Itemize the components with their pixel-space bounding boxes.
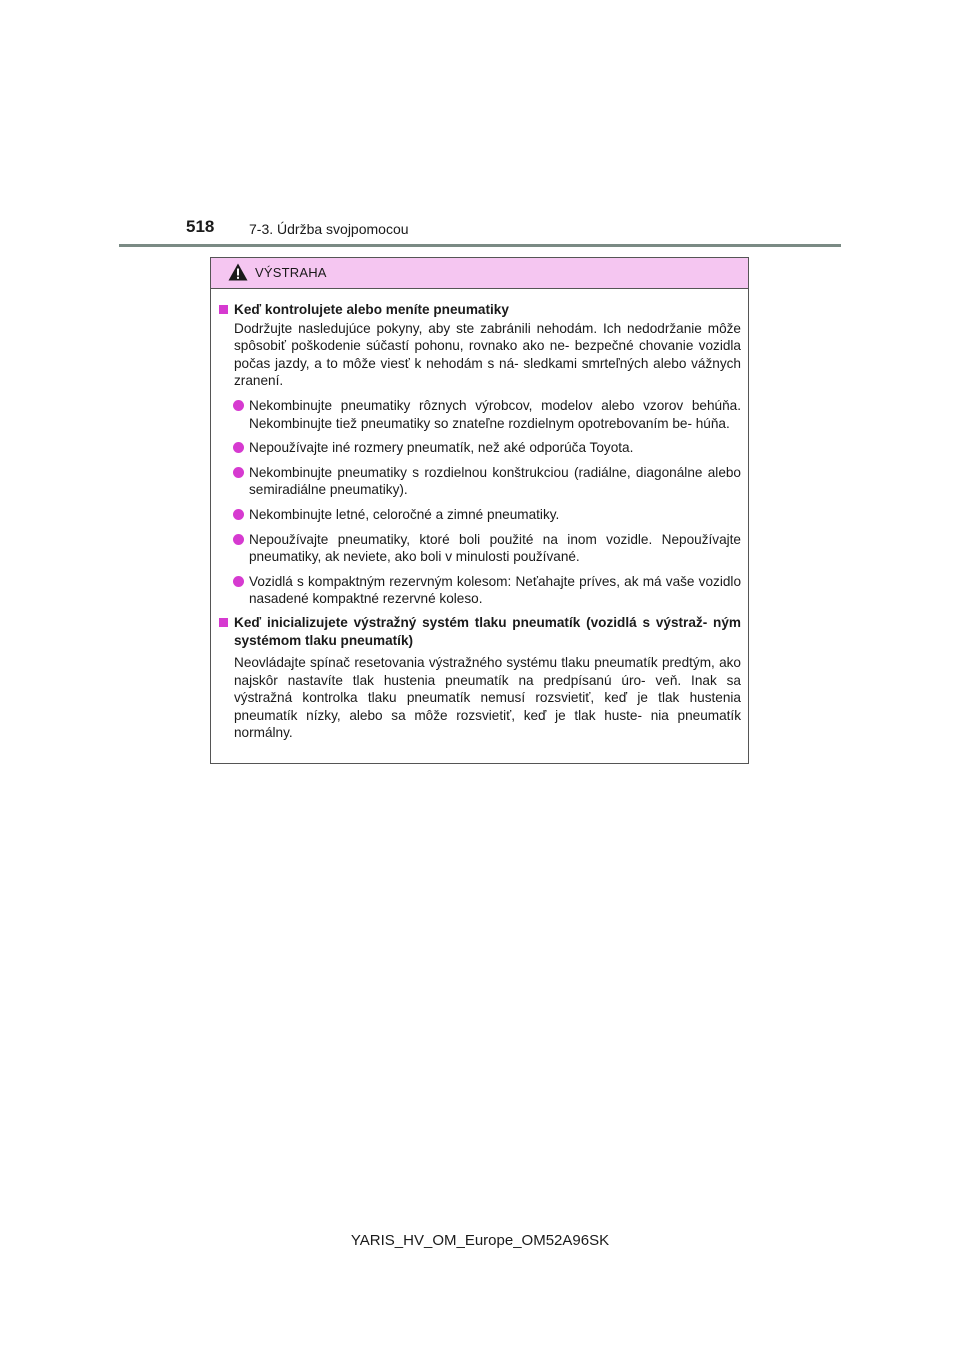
round-bullet-icon xyxy=(233,534,244,545)
warning-triangle-icon xyxy=(228,263,248,281)
list-item-text: Nepoužívajte pneumatiky, ktoré boli použité na inom vozidle. Nepoužívajte pneumatiky, ak neviete, ako boli v minulosti používané. xyxy=(249,531,741,565)
list-item-text: Nekombinujte pneumatiky rôznych výrobcov, modelov alebo vzorov behúňa. Nekombinujte tiež pneumatiky so znateľne rozdielnym opotrebovaním be- húňa. xyxy=(249,397,741,431)
section-heading-text: Keď kontrolujete alebo meníte pneumatiky xyxy=(234,302,509,317)
section-heading xyxy=(218,301,741,319)
square-bullet-icon xyxy=(219,618,228,627)
warning-label: VÝSTRAHA xyxy=(255,265,327,280)
section-paragraph: Dodržujte nasledujúce pokyny, aby ste zabránili nehodám. Ich nedodržanie môže spôsobiť poškodenie súčastí pohonu, rovnako ako ne- bezpečné chovanie vozidla počas jazdy, a to môže viesť k nehodám s ná- sledkami smrteľných alebo vážnych zranení. xyxy=(234,320,741,389)
header-rule xyxy=(119,244,841,247)
warning-header xyxy=(211,258,748,289)
list-item xyxy=(218,573,741,608)
warning-box xyxy=(210,257,749,764)
round-bullet-icon xyxy=(233,442,244,453)
list-item-text: Vozidlá s kompaktným rezervným kolesom: Neťahajte príves, ak má vaše vozidlo nasadené kompaktné rezervné koleso. xyxy=(249,573,741,607)
list-item xyxy=(218,439,741,457)
list-item-text: Nekombinujte pneumatiky s rozdielnou konštrukciou (radiálne, diagonálne alebo semiradiálne pneumatiky). xyxy=(249,464,741,498)
list-item xyxy=(218,464,741,499)
page-header xyxy=(0,0,960,250)
round-bullet-icon xyxy=(233,400,244,411)
section-heading-text: Keď inicializujete výstražný systém tlaku pneumatík (vozidlá s výstraž- ným systémom tlaku pneumatík) xyxy=(234,614,741,648)
section-paragraph: Neovládajte spínač resetovania výstražného systému tlaku pneumatík predtým, ako najskôr nastavíte tlak hustenia pneumatík na predpísanú úro- veň. Inak sa výstražná kontrolka tlaku pneumatík nemusí rozsvietiť, keď je tlak hustenia pneumatík nízky, alebo sa môže rozsvietiť, keď je tlak huste- nia pneumatík normálny. xyxy=(234,655,741,741)
round-bullet-icon xyxy=(233,576,244,587)
warning-body xyxy=(211,289,748,742)
list-item xyxy=(218,506,741,524)
section-heading xyxy=(218,614,741,649)
document-code: YARIS_HV_OM_Europe_OM52A96SK xyxy=(350,1232,610,1249)
list-item-text: Nepoužívajte iné rozmery pneumatík, než aké odporúča Toyota. xyxy=(249,440,634,456)
list-item-text: Nekombinujte letné, celoročné a zimné pneumatiky. xyxy=(249,506,560,522)
list-item xyxy=(218,531,741,566)
square-bullet-icon xyxy=(219,305,228,314)
round-bullet-icon xyxy=(233,509,244,520)
round-bullet-icon xyxy=(233,467,244,478)
page-number: 518 xyxy=(186,217,215,236)
list-item xyxy=(218,397,741,432)
section-title: 7-3. Údržba svojpomocou xyxy=(249,221,409,237)
